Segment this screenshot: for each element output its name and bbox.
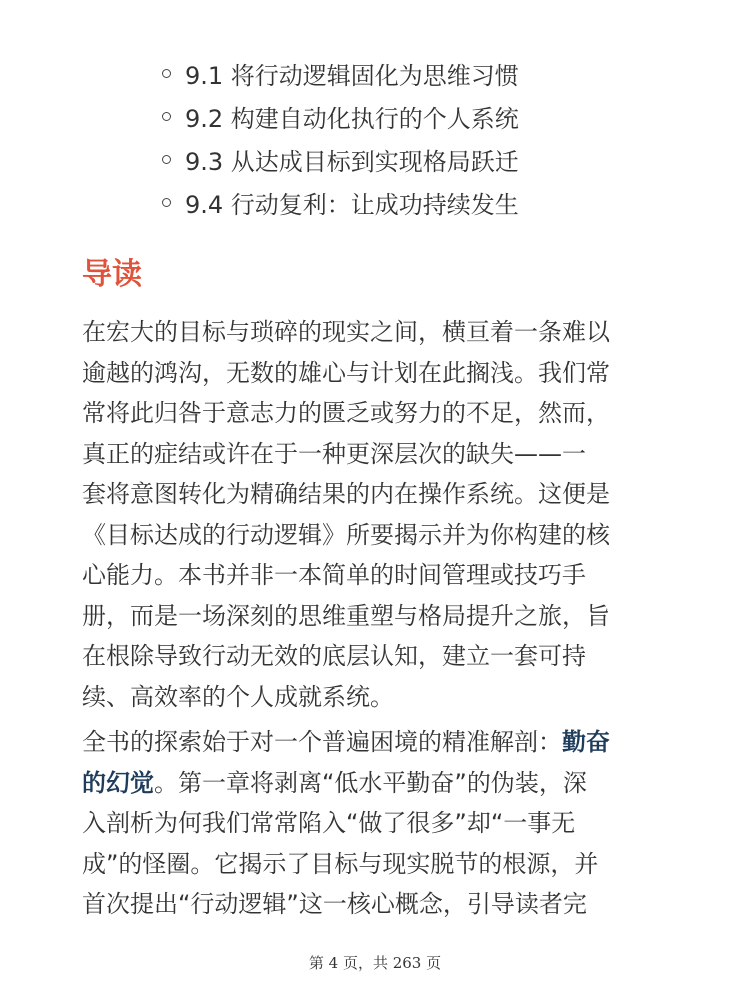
toc-item [162,181,519,224]
paragraph-line: 《目标达成的行动逻辑》所要揭示并为你构建的核 [82,520,610,549]
paragraph-line: 心能力。本书并非一本简单的时间管理或技巧手 [82,561,586,589]
circle-bullet-icon [162,198,171,207]
toc-item-label: 9.3 从达成目标到实现格局跃迁 [185,148,519,176]
paragraph-text: 全书的探索始于对一个普遍困境的精准解剖： [82,728,562,756]
table-of-contents [162,52,519,224]
page-footer: 第 4 页，共 263 页 [308,954,442,972]
paragraph-line: 常将此归咎于意志力的匮乏或努力的不足，然而， [82,399,610,427]
paragraph-line: 逾越的鸿沟，无数的雄心与计划在此搁浅。我们常 [82,358,610,387]
circle-bullet-icon [162,112,171,121]
overview-paragraph [82,722,682,925]
paragraph-line: 入剖析为何我们常常陷入“做了很多”却“一事无 [82,809,576,837]
paragraph-line: 在根除导致行动无效的底层认知，建立一套可持 [82,642,586,670]
paragraph-line: 套将意图转化为精确结果的内在操作系统。这便是 [82,480,610,508]
paragraph-line: 真正的症结或许在于一种更深层次的缺失——一 [82,439,586,468]
circle-bullet-icon [162,69,171,78]
toc-item-label: 9.1 将行动逻辑固化为思维习惯 [185,62,519,90]
paragraph-line: 成”的怪圈。它揭示了目标与现实脱节的根源，并 [82,849,599,878]
paragraph-line [82,763,682,804]
intro-paragraph [82,312,682,717]
paragraph-text: 。第一章将剥离“低水平勤奋”的伪装，深 [154,768,587,797]
paragraph-line: 在宏大的目标与琐碎的现实之间，横亘着一条难以 [82,318,610,346]
section-title: 导读 [82,257,142,292]
paragraph-line: 续、高效率的个人成就系统。 [82,682,394,711]
paragraph-line: 册，而是一场深刻的思维重塑与格局提升之旅，旨 [82,601,610,630]
emphasis-text: 的幻觉 [82,768,154,797]
toc-item-label: 9.2 构建自动化执行的个人系统 [185,105,519,133]
circle-bullet-icon [162,155,171,164]
toc-item-label: 9.4 行动复利：让成功持续发生 [185,191,519,219]
toc-item [162,52,519,95]
paragraph-line [82,722,682,763]
toc-item [162,95,519,138]
paragraph-line: 首次提出“行动逻辑”这一核心概念，引导读者完 [82,890,587,918]
toc-item [162,138,519,181]
emphasis-text: 勤奋 [562,728,610,756]
